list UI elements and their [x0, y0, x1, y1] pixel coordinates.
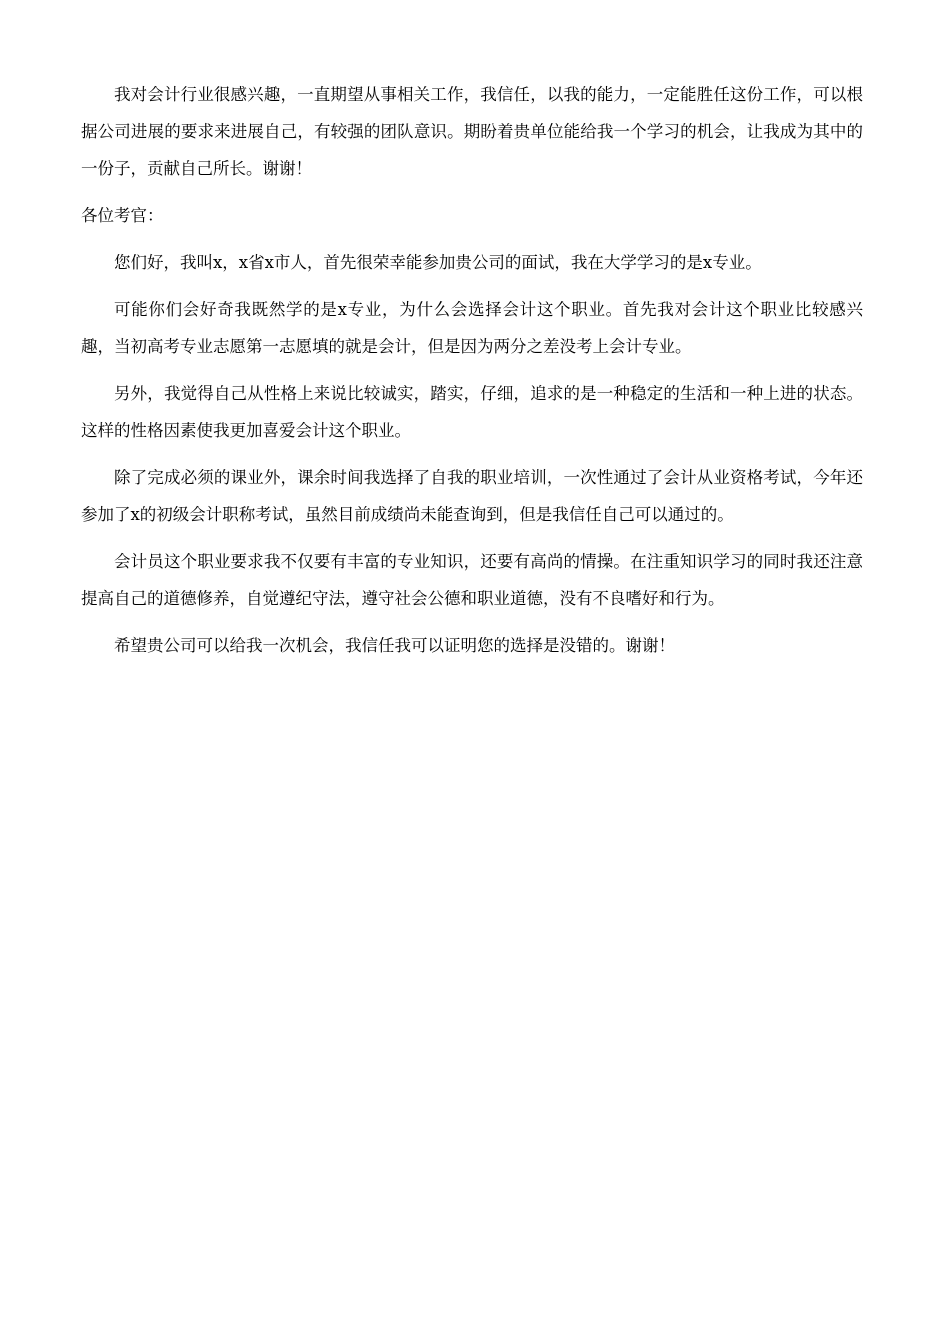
document-page [81, 76, 863, 674]
paragraph-closing: 希望贵公司可以给我一次机会，我信任我可以证明您的选择是没错的。谢谢！ [114, 636, 675, 655]
paragraph-qualifications: 除了完成必须的课业外，课余时间我选择了自我的职业培训，一次性通过了会计从业资格考试，今年还参加了x的初级会计职称考试，虽然目前成绩尚未能查询到，但是我信任自己可以通过的。 [81, 468, 863, 524]
paragraph-salutation: 各位考官： [81, 206, 164, 225]
paragraph-personality: 另外，我觉得自己从性格上来说比较诚实，踏实，仔细，追求的是一种稳定的生活和一种上进的状态。这样的性格因素使我更加喜爱会计这个职业。 [81, 384, 863, 440]
paragraph-ethics: 会计员这个职业要求我不仅要有丰富的专业知识，还要有高尚的情操。在注重知识学习的同时我还注意提高自己的道德修养，自觉遵纪守法，遵守社会公德和职业道德，没有不良嗜好和行为。 [81, 552, 863, 608]
paragraph-career-choice: 可能你们会好奇我既然学的是x专业，为什么会选择会计这个职业。首先我对会计这个职业比较感兴趣，当初高考专业志愿第一志愿填的就是会计，但是因为两分之差没考上会计专业。 [81, 300, 863, 356]
paragraph-interest: 我对会计行业很感兴趣，一直期望从事相关工作，我信任，以我的能力，一定能胜任这份工作，可以根据公司进展的要求来进展自己，有较强的团队意识。期盼着贵单位能给我一个学习的机会，让我成为其中的一份子，贡献自己所长。谢谢！ [81, 85, 863, 178]
paragraph-greeting: 您们好，我叫x，x省x市人，首先很荣幸能参加贵公司的面试，我在大学学习的是x专业。 [114, 253, 762, 272]
